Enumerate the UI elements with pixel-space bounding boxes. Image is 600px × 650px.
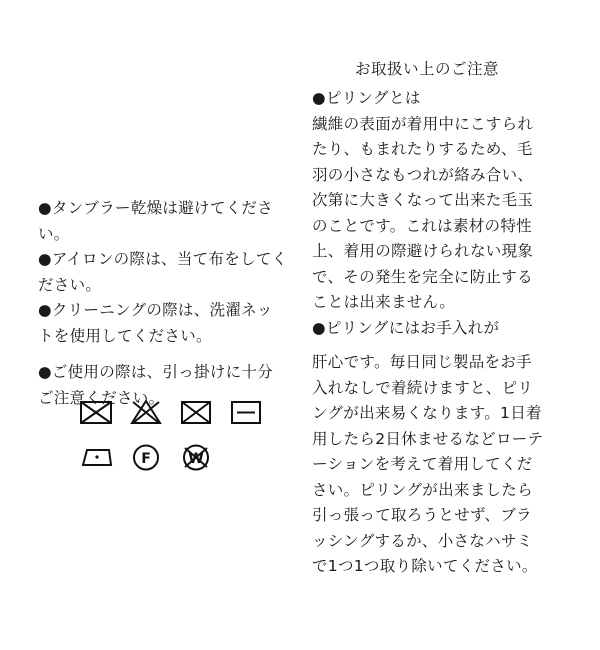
instruction-ironing: ●アイロンの際は、当て布をしてください。 xyxy=(38,250,288,294)
care-notice-body xyxy=(312,86,546,341)
care-notice-section xyxy=(312,56,546,341)
do-not-tumble-dry-square-crossed-icon xyxy=(178,396,216,430)
instruction-tumble-dry: ●タンブラー乾燥は避けてください。 xyxy=(38,199,274,243)
instruction-dry-cleaning: ●クリーニングの際は、洗濯ネットを使用してください。 xyxy=(38,301,273,345)
do-not-wring-W-crossed-icon xyxy=(178,441,216,475)
pilling-care-text: 肝心です。毎日同じ製品をお手入れなしで着続けますと、ピリングが出来易くなります。1日着用したら2日休ませるなどローテーションを考えて着用してください。ピリングが出来ましたら引っ張って取ろうとせず、ブラッシングするか、小さなハサミで1つ1つ取り除いてください。 xyxy=(312,353,544,575)
spacer xyxy=(38,349,288,360)
dry-clean-petroleum-F-icon xyxy=(128,441,166,475)
pilling-care-section xyxy=(312,350,546,580)
handling-instructions-list xyxy=(38,196,288,411)
care-symbol-row-2 xyxy=(78,441,298,475)
do-not-wash-crossed-square-icon xyxy=(78,396,116,430)
svg-text:W: W xyxy=(188,451,204,467)
iron-low-heat-icon xyxy=(78,441,116,475)
do-not-bleach-triangle-crossed-icon xyxy=(128,396,166,430)
care-notice-heading: お取扱い上のご注意 xyxy=(354,60,499,78)
svg-text:F: F xyxy=(141,451,151,467)
dry-flat-square-line-icon xyxy=(228,396,266,430)
care-symbol-row-1 xyxy=(78,396,298,430)
pilling-definition-text: 繊維の表面が着用中にこすられたり、もまれたりするため、毛羽の小さなもつれが絡み合い、次第に大きくなって出来た毛玉のことです。これは素材の特性上、着用の際避けられない現象で、その発生を完全に防止することは出来ません。 xyxy=(312,114,534,311)
pilling-definition-title: ●ピリングとは xyxy=(312,89,421,107)
pilling-care-title: ●ピリングにはお手入れが xyxy=(312,318,500,337)
care-symbol-group xyxy=(78,396,298,475)
instruction-general-use: ●ご使用の際は、引っ掛けに十分ご注意ください。 xyxy=(38,363,274,407)
